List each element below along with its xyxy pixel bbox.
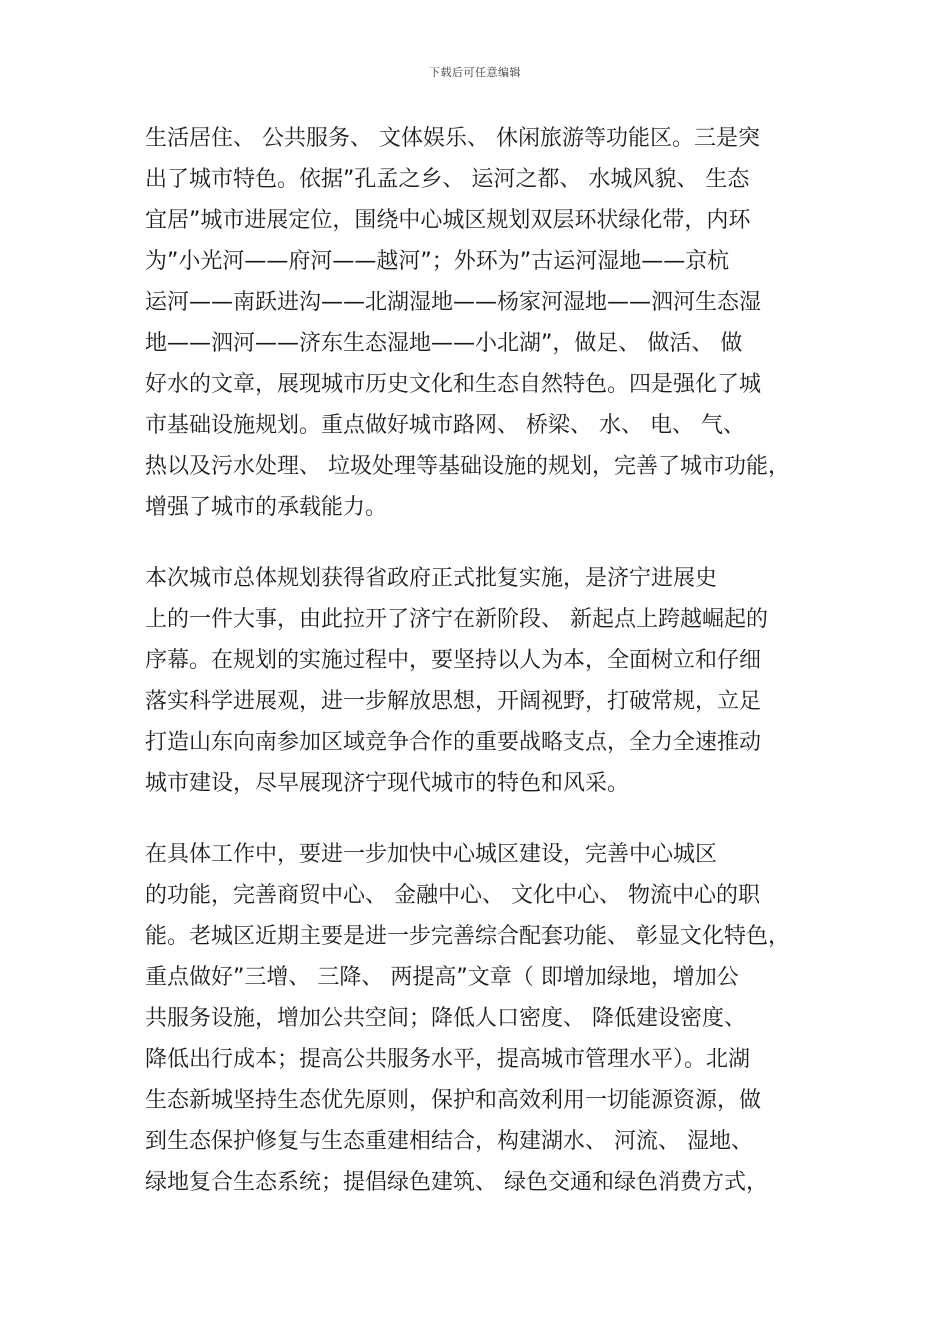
- text-line: 好水的文章，展现城市历史文化和生态自然特色。四是强化了城: [145, 372, 762, 397]
- text-line: 出了城市特色。依据”孔孟之乡、 运河之都、 水城风貌、 生态: [145, 167, 750, 192]
- text-line: 重点做好”三增、 三降、 两提高”文章（ 即增加绿地，增加公: [145, 965, 739, 990]
- text-line: 上的一件大事，由此拉开了济宁在新阶段、 新起点上跨越崛起的: [145, 607, 768, 632]
- paragraph-2: [145, 558, 813, 804]
- text-line: 运河——南跃进沟——北湖湿地——杨家河湿地——泗河生态湿: [145, 290, 762, 315]
- text-line: 本次城市总体规划获得省政府正式批复实施，是济宁进展史: [145, 566, 718, 591]
- paragraph-1: [145, 118, 813, 528]
- text-line: 生活居住、 公共服务、 文体娱乐、 休闲旅游等功能区。三是突: [145, 126, 760, 151]
- text-line: 增强了城市的承载能力。: [145, 495, 388, 520]
- text-line: 地——泗河——济东生态湿地——小北湖”，做足、 做活、 做: [145, 331, 743, 356]
- text-line: 序幕。在规划的实施过程中，要坚持以人为本，全面树立和仔细: [145, 648, 762, 673]
- text-line: 落实科学进展观，进一步解放思想，开阔视野，打破常规，立足: [145, 689, 762, 714]
- text-line: 宜居”城市进展定位，围绕中心城区规划双层环状绿化带，内环: [145, 208, 751, 233]
- text-line: 打造山东向南参加区域竞争合作的重要战略支点，全力全速推动: [145, 730, 762, 755]
- text-line: 能。老城区近期主要是进一步完善综合配套功能、 彰显文化特色，: [145, 924, 790, 949]
- text-line: 共服务设施，增加公共空间；降低人口密度、 降低建设密度、: [145, 1006, 746, 1031]
- text-line: 市基础设施规划。重点做好城市路网、 桥梁、 水、 电、 气、: [145, 413, 745, 438]
- text-line: 绿地复合生态系统；提倡绿色建筑、 绿色交通和绿色消费方式，: [145, 1170, 768, 1195]
- text-line: 到生态保护修复与生态重建相结合，构建湖水、 河流、 湿地、: [145, 1129, 753, 1154]
- text-line: 城市建设，尽早展现济宁现代城市的特色和风采。: [145, 771, 630, 796]
- paragraph-spacer: [145, 528, 813, 558]
- paragraph-3: [145, 834, 813, 1203]
- text-line: 生态新城坚持生态优先原则，保护和高效利用一切能源资源，做: [145, 1088, 762, 1113]
- text-line: 的功能，完善商贸中心、 金融中心、 文化中心、 物流中心的职: [145, 883, 760, 908]
- paragraph-spacer: [145, 804, 813, 834]
- document-body: [145, 118, 813, 1203]
- text-line: 热以及污水处理、 垃圾处理等基础设施的规划，完善了城市功能，: [145, 454, 790, 479]
- page-header: 下载后可任意编辑: [429, 66, 521, 79]
- text-line: 在具体工作中，要进一步加快中心城区建设，完善中心城区: [145, 842, 718, 867]
- text-line: 为”小光河——府河——越河”；外环为”古运河湿地——京杭: [145, 249, 730, 274]
- text-line: 降低出行成本；提高公共服务水平，提高城市管理水平）。北湖: [145, 1047, 751, 1072]
